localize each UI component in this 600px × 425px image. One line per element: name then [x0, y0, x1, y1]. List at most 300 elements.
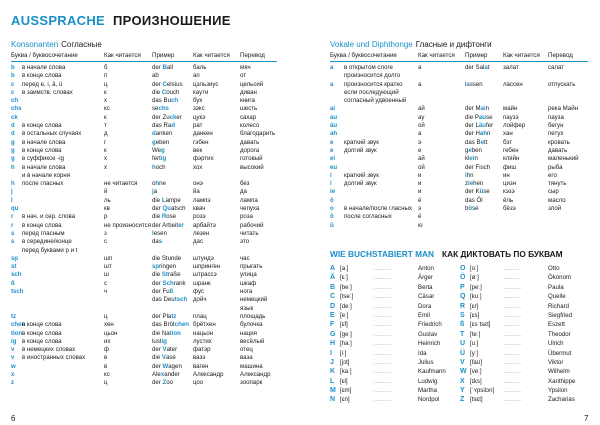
row-reading: а: [418, 130, 422, 138]
table-row: [330, 205, 592, 213]
row-reading: п: [104, 72, 108, 80]
spell-ipa: [veː]: [470, 368, 482, 376]
spell-name: Übermut: [548, 349, 572, 357]
row-translation: зоопарк: [240, 379, 263, 387]
spell-name: Ludwig: [418, 377, 438, 385]
row-letter: s: [11, 229, 15, 237]
table-row: [11, 139, 281, 147]
spell-leader-dots: ..........: [374, 293, 391, 301]
row-example: der Fisch: [465, 163, 491, 171]
row-translation: колесо: [240, 122, 260, 130]
spelling-list-right: [460, 264, 595, 405]
row-translation: злой: [548, 205, 562, 213]
spell-letter: G: [330, 330, 336, 338]
spell-leader-dots: ..........: [374, 311, 391, 319]
row-example: der Schrank: [152, 279, 186, 287]
row-pronunciation: цэльзиус: [193, 80, 219, 88]
spell-leader-dots: ..........: [504, 349, 521, 357]
spelling-row: [460, 330, 595, 339]
row-letter: sch: [11, 271, 22, 279]
row-example: springen: [152, 263, 177, 271]
table-row: [11, 354, 281, 362]
row-letter: ah: [330, 130, 338, 138]
table-row: [11, 155, 281, 163]
spelling-row: [460, 302, 595, 311]
spelling-row: [330, 358, 465, 367]
row-reading: х: [104, 155, 108, 163]
table-row: [11, 172, 281, 180]
spell-letter: R: [460, 302, 466, 310]
row-condition: в начале слова: [22, 64, 66, 71]
row-pronunciation: квач: [193, 205, 206, 213]
row-translation: дорога: [240, 146, 260, 154]
spell-name: Julius: [418, 358, 434, 366]
row-letter: d: [11, 122, 15, 130]
row-pronunciation: паузэ: [503, 113, 519, 121]
row-example: hoch: [152, 163, 166, 171]
spell-leader-dots: ..........: [374, 265, 391, 272]
spell-name: Richard: [548, 302, 569, 310]
row-letter: a: [330, 64, 334, 71]
header-rule-r: [330, 61, 588, 62]
row-translation: прыгать: [240, 263, 263, 271]
table-row: [11, 72, 281, 80]
table-row: [330, 164, 592, 172]
spell-name: Ypsilon: [548, 387, 568, 395]
spell-ipa: [ɛm]: [340, 387, 352, 395]
table-row: [330, 105, 592, 113]
table-row: [11, 255, 281, 263]
spell-letter: C: [330, 293, 336, 301]
spelling-row: [330, 386, 465, 395]
row-pronunciation: хох: [193, 163, 203, 171]
row-example: der Arbeiter: [152, 221, 184, 229]
spell-letter: Ö: [460, 274, 466, 282]
spell-leader-dots: ..........: [374, 396, 391, 404]
spell-name: Otto: [548, 265, 560, 272]
row-translation: давать: [240, 138, 260, 146]
row-example: lesen: [152, 229, 167, 237]
table-row: [330, 72, 592, 80]
spell-letter: N: [330, 396, 336, 404]
row-condition: в конце слова: [22, 146, 62, 154]
spelling-row: [460, 264, 595, 273]
row-pronunciation: фиш: [503, 163, 517, 171]
spell-letter: T: [460, 330, 465, 338]
row-translation: отпускать: [548, 80, 576, 88]
row-translation: высокий: [240, 163, 264, 171]
row-reading: в: [104, 354, 108, 362]
spell-letter: M: [330, 387, 336, 395]
spell-leader-dots: ..........: [504, 302, 521, 310]
row-reading: к: [104, 146, 107, 154]
consonants-heading: [11, 40, 102, 49]
row-condition: в конце слова: [22, 337, 62, 345]
row-reading: не произносится: [104, 221, 151, 229]
table-row: [330, 147, 592, 155]
row-translation: шесть: [240, 105, 258, 113]
row-letter: tz: [11, 312, 17, 320]
consonants-table: [11, 64, 281, 388]
row-reading: т: [104, 122, 107, 130]
spell-letter: P: [460, 283, 465, 291]
row-translation: язык: [240, 304, 254, 312]
row-pronunciation: залат: [503, 64, 519, 71]
row-letter: b: [11, 72, 15, 80]
row-letter: i: [330, 180, 332, 188]
row-pronunciation: гэбен: [193, 138, 209, 146]
spell-ipa: [ɛn]: [340, 396, 350, 404]
spelling-row: [460, 395, 595, 404]
row-translation: сахар: [240, 113, 257, 121]
spell-letter: Q: [460, 293, 466, 301]
row-example: die Stunde: [152, 254, 182, 262]
spelling-row: [460, 386, 595, 395]
row-pronunciation: рат: [193, 122, 203, 130]
row-condition: в конце слова: [22, 329, 62, 337]
spell-letter: J: [330, 358, 334, 366]
row-reading: и: [418, 188, 422, 196]
row-condition: в конце слова: [22, 72, 62, 80]
row-reading: шт: [104, 263, 112, 271]
vowels-table: [330, 64, 592, 230]
row-reading: х: [104, 163, 108, 171]
spell-letter: L: [330, 377, 335, 385]
row-example: das: [152, 238, 163, 246]
spell-letter: E: [330, 311, 335, 319]
row-condition: перед буквами p и t: [22, 246, 78, 254]
row-condition: произносится долго: [344, 72, 401, 80]
spell-ipa: [kuː]: [470, 293, 482, 301]
row-reading: ч: [104, 288, 108, 296]
row-reading: кс: [104, 105, 110, 113]
spell-ipa: [ɛː]: [340, 274, 348, 282]
spell-name: Siegfried: [548, 311, 573, 319]
row-pronunciation: бэт: [503, 138, 513, 146]
row-reading: е: [418, 146, 422, 154]
row-translation: его: [548, 171, 557, 179]
row-letter: ö: [330, 213, 334, 221]
spell-ipa: [deː]: [340, 302, 352, 310]
page-number-left: 6: [11, 414, 16, 423]
row-pronunciation: лустих: [193, 337, 212, 345]
row-example: das Deutsch: [152, 296, 188, 304]
row-condition: если последующий: [344, 88, 399, 96]
spell-letter: Ä: [330, 274, 336, 282]
row-pronunciation: лезен: [193, 229, 210, 237]
row-pronunciation: лойфер: [503, 122, 526, 130]
row-pronunciation: цукэ: [193, 113, 206, 121]
row-example: der Zucker: [152, 113, 182, 121]
row-reading: д: [104, 130, 108, 138]
row-letter: chs: [11, 105, 22, 113]
spell-name: Anton: [418, 265, 434, 272]
row-example: die Straße: [152, 271, 181, 279]
row-condition: согласный удвоенный: [344, 97, 407, 105]
spell-ipa: [peː]: [470, 283, 482, 291]
row-example: die Nation: [152, 329, 181, 337]
spelling-row: [330, 377, 465, 386]
row-pronunciation: ваген: [193, 362, 209, 370]
row-reading: ш: [104, 271, 109, 279]
table-row: [330, 97, 592, 105]
spell-leader-dots: ..........: [374, 274, 391, 282]
row-example: der Platz: [152, 312, 177, 320]
row-translation: от: [240, 72, 247, 80]
row-reading: ой: [418, 163, 425, 171]
row-translation: книга: [240, 97, 255, 105]
row-reading: и: [418, 171, 422, 179]
row-pronunciation: онэ: [193, 180, 203, 188]
spell-letter: B: [330, 283, 336, 291]
row-example: der Ball: [152, 64, 174, 71]
row-example: ziehen: [465, 180, 484, 188]
row-condition: краткий звук: [344, 138, 379, 146]
row-reading: ц: [104, 80, 108, 88]
row-letter: c: [11, 80, 15, 88]
row-reading: кс: [104, 370, 110, 378]
spelling-row: [330, 283, 465, 292]
row-letter: ig: [11, 337, 17, 345]
row-pronunciation: брётхен: [193, 321, 216, 329]
spell-leader-dots: ..........: [504, 330, 521, 338]
row-letter: z: [11, 379, 15, 387]
row-example: die Rose: [152, 213, 177, 221]
row-pronunciation: каути: [193, 88, 209, 96]
col-header-pronunciation-r: Как читается: [503, 52, 540, 59]
spell-leader-dots: ..........: [504, 368, 521, 376]
table-row: [330, 122, 592, 130]
spell-leader-dots: ..........: [374, 387, 391, 395]
spell-ipa: [ɛs]: [470, 311, 480, 319]
row-example: der Quatsch: [152, 205, 186, 213]
row-letter: j: [11, 188, 13, 196]
row-translation: давать: [548, 146, 568, 154]
row-reading: р: [104, 213, 108, 221]
spell-ipa: [aː]: [340, 265, 349, 272]
spell-leader-dots: ..........: [504, 265, 521, 272]
row-pronunciation: лассен: [503, 80, 523, 88]
spell-leader-dots: ..........: [504, 274, 521, 282]
row-translation: да: [240, 188, 247, 196]
table-row: [330, 114, 592, 122]
row-example: Weg: [152, 146, 165, 154]
row-condition: перед e, i, ä, ü: [22, 80, 63, 88]
row-translation: час: [240, 254, 250, 262]
row-pronunciation: бёзэ: [503, 205, 516, 213]
row-pronunciation: ин: [503, 171, 510, 179]
row-pronunciation: баль: [193, 64, 207, 71]
row-example: die Pause: [465, 113, 493, 121]
spell-ipa: [ɛr]: [470, 302, 479, 310]
row-pronunciation: йа: [193, 188, 200, 196]
row-letter: ie: [330, 188, 336, 196]
spelling-row: [330, 395, 465, 404]
spell-name: Gustav: [418, 330, 438, 338]
table-row: [11, 222, 281, 230]
spelling-row: [330, 264, 465, 273]
table-row: [11, 305, 281, 313]
table-row: [11, 81, 281, 89]
row-translation: мяч: [240, 64, 251, 71]
table-row: [11, 330, 281, 338]
spell-name: Ärger: [418, 274, 433, 282]
row-reading: и: [418, 180, 422, 188]
spell-ipa: [ɛl]: [340, 377, 348, 385]
row-example: der Salat: [465, 64, 490, 71]
row-letter: ei: [330, 155, 336, 163]
table-row: [330, 172, 592, 180]
row-letter: o: [330, 205, 334, 213]
row-pronunciation: плац: [193, 312, 207, 320]
row-example: geben: [465, 146, 482, 154]
row-reading: цьон: [104, 329, 118, 337]
col-header-letter-r: Буква / буквосочетание: [330, 52, 397, 59]
row-letter: r: [11, 213, 14, 221]
spelling-row: [460, 349, 595, 358]
table-row: [330, 155, 592, 163]
row-pronunciation: Александр: [193, 370, 224, 378]
row-condition: в начале слова: [22, 163, 66, 171]
vowels-heading-ru: Гласные и дифтонги: [415, 40, 492, 49]
spelling-row: [330, 367, 465, 376]
table-row: [330, 213, 592, 221]
spell-name: Nordpol: [418, 396, 440, 404]
row-letter: v: [11, 354, 15, 362]
row-translation: диван: [240, 88, 257, 96]
spelling-list-left: [330, 264, 465, 405]
spelling-row: [330, 320, 465, 329]
row-reading: шп: [104, 254, 113, 262]
col-header-example-r: Пример: [465, 52, 488, 59]
row-example: ihn: [465, 171, 474, 179]
table-row: [11, 263, 281, 271]
spell-ipa: [iː]: [340, 349, 347, 357]
row-pronunciation: цизн: [503, 180, 517, 188]
row-pronunciation: шпринген: [193, 263, 221, 271]
row-letter: eu: [330, 163, 338, 171]
spell-leader-dots: ..........: [374, 349, 391, 357]
spell-ipa: [øː]: [470, 274, 479, 282]
row-letter: ai: [330, 105, 336, 113]
row-pronunciation: хан: [503, 130, 513, 138]
row-pronunciation: штундэ: [193, 254, 214, 262]
table-row: [11, 105, 281, 113]
row-example: das Rad: [152, 122, 176, 130]
row-letter: v: [11, 346, 15, 354]
row-condition: в середине/конце: [22, 238, 72, 246]
row-translation: улица: [240, 271, 257, 279]
row-reading: ай: [418, 155, 425, 163]
row-letter: ö: [330, 196, 334, 204]
col-header-reading-r: Как читается: [418, 52, 455, 59]
spell-letter: X: [460, 377, 465, 385]
row-translation: рыба: [548, 163, 563, 171]
row-translation: лампа: [240, 196, 258, 204]
row-pronunciation: фатэр: [193, 346, 211, 354]
row-translation: читать: [240, 229, 259, 237]
spelling-row: [330, 349, 465, 358]
row-condition: в открытом слоге: [344, 64, 393, 71]
row-condition: в начале/после гласных: [344, 205, 412, 213]
col-header-example: Пример: [152, 52, 175, 59]
row-translation: нога: [240, 288, 253, 296]
row-example: der Vater: [152, 346, 178, 354]
spell-leader-dots: ..........: [374, 321, 391, 329]
row-condition: в конце слова: [22, 122, 62, 130]
spell-leader-dots: ..........: [504, 377, 521, 385]
table-row: [330, 64, 592, 72]
row-example: der Wagen: [152, 362, 182, 370]
row-reading: ау: [418, 113, 425, 121]
row-reading: б: [104, 64, 108, 71]
row-reading: ль: [104, 196, 111, 204]
row-translation: пауза: [548, 113, 564, 121]
spell-name: Eszett: [548, 321, 565, 329]
row-letter: g: [11, 155, 15, 163]
spell-leader-dots: ..........: [374, 377, 391, 385]
row-pronunciation: век: [193, 146, 203, 154]
spell-ipa: [jɔt]: [340, 358, 350, 366]
spelling-row: [330, 330, 465, 339]
row-pronunciation: кляйн: [503, 155, 520, 163]
row-reading: в: [104, 362, 108, 370]
title-german: AUSSPRACHE: [11, 13, 106, 28]
row-translation: Александр: [240, 370, 271, 378]
row-translation: весёлый: [240, 337, 265, 345]
row-reading: хен: [104, 321, 114, 329]
row-pronunciation: дойч: [193, 296, 207, 304]
spell-name: Martha: [418, 387, 437, 395]
row-letter: sp: [11, 254, 19, 262]
row-pronunciation: дас: [193, 238, 203, 246]
table-row: [11, 130, 281, 138]
spell-letter: K: [330, 368, 336, 376]
col-header-reading: Как читается: [104, 52, 141, 59]
row-example: klein: [465, 155, 478, 163]
row-letter: qu: [11, 205, 19, 213]
spell-ipa: [eː]: [340, 311, 349, 319]
row-letter: au: [330, 113, 338, 121]
spell-letter: F: [330, 321, 335, 329]
row-translation: ваза: [240, 354, 253, 362]
table-row: [330, 222, 592, 230]
row-translation: площадь: [240, 312, 266, 320]
col-header-translation: Перевод: [240, 52, 265, 59]
row-reading: ю: [418, 221, 423, 229]
row-reading: не читается: [104, 180, 138, 188]
row-letter: g: [11, 146, 15, 154]
spell-name: Zacharias: [548, 396, 575, 404]
row-example: der Zoo: [152, 379, 174, 387]
row-letter: r: [11, 221, 14, 229]
spell-ipa: [ɛf]: [340, 321, 348, 329]
spelling-row: [460, 273, 595, 282]
spell-name: Kaufmann: [418, 368, 446, 376]
row-letter: a: [330, 80, 334, 88]
row-pronunciation: данкен: [193, 130, 213, 138]
spell-name: Berta: [418, 283, 433, 291]
row-reading: ё: [418, 196, 422, 204]
table-row: [11, 280, 281, 288]
table-row: [11, 313, 281, 321]
table-row: [11, 89, 281, 97]
row-condition: после согласных: [344, 213, 392, 221]
spell-ipa: [beː]: [340, 283, 352, 291]
row-condition: в суффиксе -ig: [22, 155, 65, 163]
consonants-heading-de: Konsonanten: [11, 40, 59, 49]
row-translation: рабочий: [240, 221, 264, 229]
